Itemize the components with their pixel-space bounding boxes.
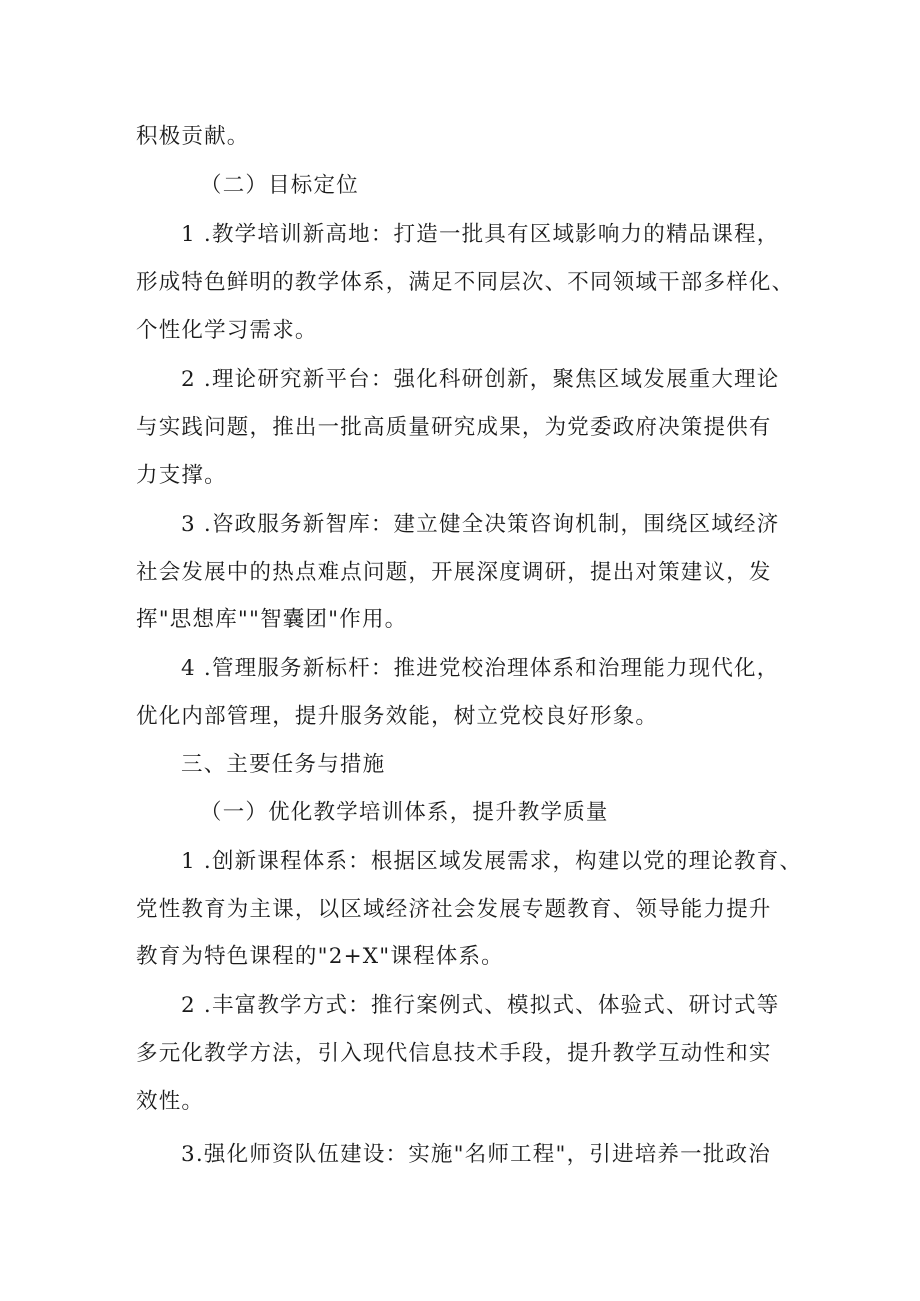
text-line: 与实践问题，推出一批高质量研究成果，为党委政府决策提供有 <box>136 415 772 440</box>
text-line: 社会发展中的热点难点问题，开展深度调研，提出对策建议，发 <box>136 560 772 585</box>
text-line: 2 .丰富教学方式：推行案例式、模拟式、体验式、研讨式等 <box>181 993 780 1018</box>
text-line: 党性教育为主课，以区域经济社会发展专题教育、领导能力提升 <box>136 897 772 922</box>
text-line: 教育为特色课程的"2+X"课程体系。 <box>136 944 504 969</box>
text-line: 个性化学习需求。 <box>136 318 318 343</box>
section-heading: 三、主要任务与措施 <box>181 752 386 777</box>
text-line: 2 .理论研究新平台：强化科研创新，聚焦区域发展重大理论 <box>181 367 780 392</box>
text-line: 积极贡献。 <box>136 124 250 149</box>
section-heading: （一）优化教学培训体系，提升教学质量 <box>200 800 609 825</box>
text-line: 多元化教学方法，引入现代信息技术手段，提升教学互动性和实 <box>136 1041 772 1066</box>
text-line: 形成特色鲜明的教学体系，满足不同层次、不同领域干部多样化、 <box>136 270 795 295</box>
text-line: 3 .咨政服务新智库：建立健全决策咨询机制，围绕区域经济 <box>181 512 780 537</box>
text-line: 1 .教学培训新高地：打造一批具有区域影响力的精品课程， <box>181 222 780 247</box>
text-line: 优化内部管理，提升服务效能，树立党校良好形象。 <box>136 704 659 729</box>
text-line: 挥"思想库""智囊团"作用。 <box>136 607 408 632</box>
text-line: 3.强化师资队伍建设：实施"名师工程"，引进培养一批政治 <box>181 1142 771 1167</box>
text-line: 力支撑。 <box>136 463 227 488</box>
text-line: 效性。 <box>136 1089 205 1114</box>
text-line: 4 .管理服务新标杆：推进党校治理体系和治理能力现代化， <box>181 656 780 681</box>
section-heading: （二）目标定位 <box>200 173 359 198</box>
text-line: 1 .创新课程体系：根据区域发展需求，构建以党的理论教育、 <box>181 849 803 874</box>
